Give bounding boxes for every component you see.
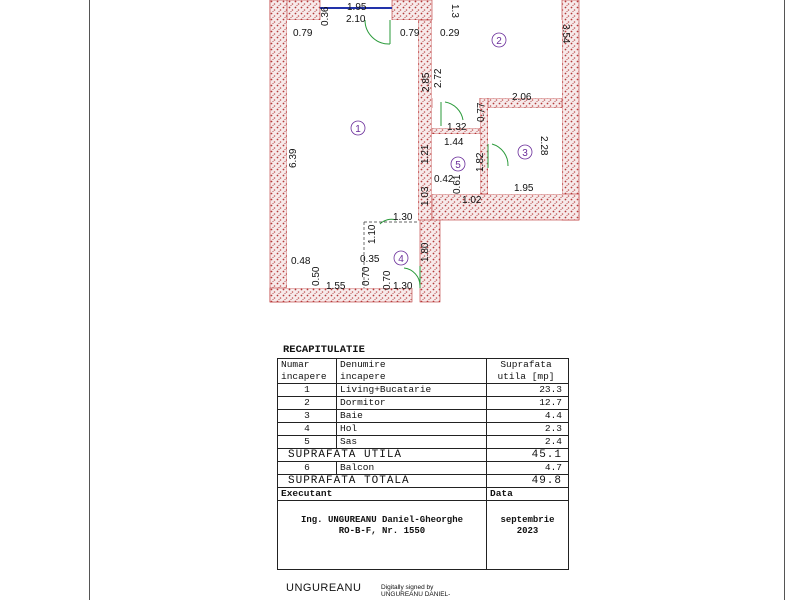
row-name: Living+Bucatarie [337, 384, 487, 397]
date-month: septembrie [500, 515, 555, 525]
row-name: Baie [337, 410, 487, 423]
balcony-row [278, 462, 569, 475]
header-number [278, 359, 337, 384]
executant-header-row [278, 488, 569, 501]
dim-label: 1.02 [462, 195, 482, 206]
dim-label: 0.70 [361, 266, 372, 286]
dim-label: 1.10 [367, 224, 378, 244]
room-number-4: 4 [398, 254, 404, 265]
executant-label: Executant [278, 488, 487, 501]
dim-label: 0.42 [434, 174, 454, 185]
dim-label: 2.28 [538, 136, 549, 156]
row-name: Sas [337, 436, 487, 449]
dim-label: 2.72 [433, 68, 444, 88]
dim-label: 1.95 [514, 183, 534, 194]
room-number-2: 2 [496, 36, 502, 47]
dim-label: 1.95 [347, 2, 367, 13]
recap-title: RECAPITULATIE [283, 344, 365, 356]
header-num-line2: incapere [281, 371, 327, 382]
table-row [278, 397, 569, 410]
total-area-value: 49.8 [487, 475, 569, 488]
row-area: 4.4 [487, 410, 569, 423]
executant-info-row [278, 501, 569, 570]
table-header-row [278, 359, 569, 384]
dim-label: 3.54 [560, 24, 571, 44]
dim-label: 0.29 [440, 28, 460, 39]
dim-label: 1.55 [326, 281, 346, 292]
row-name: Balcon [337, 462, 487, 475]
executant-registration: RO-B-F, Nr. 1550 [338, 526, 426, 536]
dim-label: 0.35 [360, 254, 380, 265]
row-number: 1 [278, 384, 337, 397]
row-number: 3 [278, 410, 337, 423]
dim-label: 0.79 [293, 28, 313, 39]
dim-label: 1.30 [393, 212, 413, 223]
dim-label: 0.79 [400, 28, 420, 39]
dim-label: 2.10 [346, 14, 366, 25]
row-area: 2.4 [487, 436, 569, 449]
dim-label: 1.03 [420, 186, 431, 206]
row-area: 4.7 [487, 462, 569, 475]
dim-label: 1.32 [447, 122, 467, 133]
header-name-line1: Denumire [340, 359, 386, 370]
room-number-5: 5 [455, 160, 461, 171]
row-number: 4 [278, 423, 337, 436]
room-number-1: 1 [355, 124, 361, 135]
row-area: 2.3 [487, 423, 569, 436]
date-label: Data [487, 488, 569, 501]
header-area [487, 359, 569, 384]
row-name: Dormitor [337, 397, 487, 410]
dim-label: 1.44 [444, 137, 464, 148]
dim-label: 0.70 [382, 270, 393, 290]
dim-label: 0.61 [452, 174, 463, 194]
useful-area-value: 45.1 [487, 449, 569, 462]
date-year: 2023 [516, 526, 539, 536]
header-name [337, 359, 487, 384]
digital-signature-line1: Digitally signed by [381, 584, 434, 591]
table-row [278, 384, 569, 397]
dim-label: 1.80 [420, 242, 431, 262]
date-info [487, 501, 569, 570]
row-number: 2 [278, 397, 337, 410]
dim-label: 0.50 [311, 266, 322, 286]
header-area-line2: utila [mp] [497, 371, 555, 382]
table-row [278, 410, 569, 423]
table-row [278, 436, 569, 449]
header-num-line1: Numar [281, 359, 310, 370]
total-area-row [278, 475, 569, 488]
row-name: Hol [337, 423, 487, 436]
dim-label: 1.3 [449, 4, 460, 18]
row-number: 6 [278, 462, 337, 475]
useful-area-label: SUPRAFATA UTILA [278, 449, 487, 462]
recap-table [277, 358, 569, 570]
executant-info [278, 501, 487, 570]
total-area-label: SUPRAFATA TOTALA [278, 475, 487, 488]
row-area: 23.3 [487, 384, 569, 397]
row-number: 5 [278, 436, 337, 449]
dim-label: 1.82 [475, 152, 486, 172]
room-number-3: 3 [522, 148, 528, 159]
dim-label: 6.39 [288, 148, 299, 168]
header-name-line2: incapere [340, 371, 386, 382]
dim-label: 0.77 [476, 102, 487, 122]
dim-label: 1.21 [420, 144, 431, 164]
table-row [278, 423, 569, 436]
dim-label: 2.06 [512, 92, 532, 103]
dim-label: 2.85 [421, 72, 432, 92]
dim-label: 0.36 [320, 6, 331, 26]
header-area-line1: Suprafata [500, 359, 552, 370]
digital-signature-text [381, 584, 450, 598]
row-area: 12.7 [487, 397, 569, 410]
dim-label: 0.48 [291, 256, 311, 267]
dim-label: 1.30 [393, 281, 413, 292]
signature-name: UNGUREANU [286, 582, 362, 594]
useful-area-row [278, 449, 569, 462]
executant-name: Ing. UNGUREANU Daniel-Gheorghe [300, 515, 464, 525]
digital-signature-line2: UNGUREANU DANIEL- [381, 591, 451, 598]
